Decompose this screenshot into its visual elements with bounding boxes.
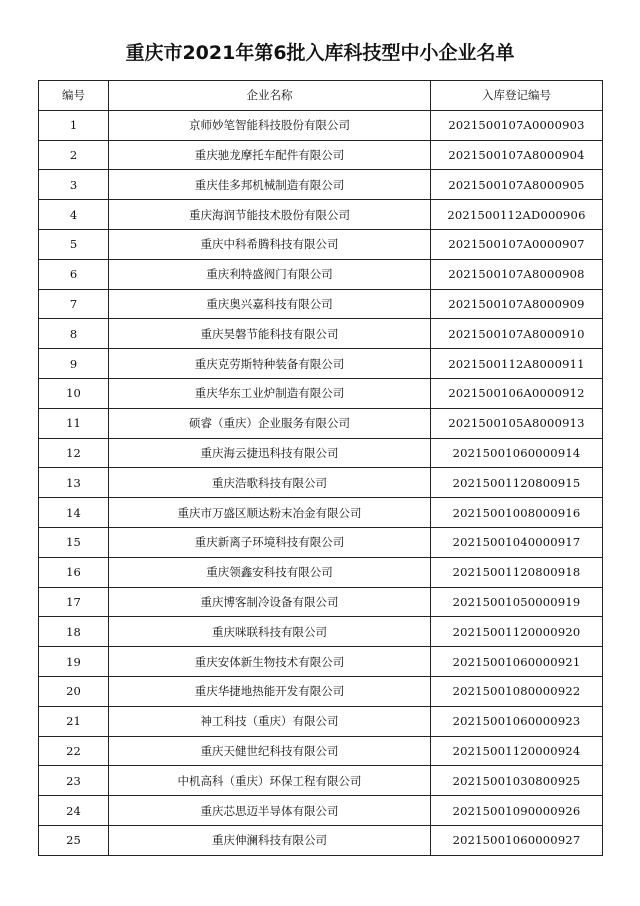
row-registration-number: 20215001120000924 bbox=[431, 736, 603, 766]
row-number: 7 bbox=[39, 289, 109, 319]
row-registration-number: 20215001060000927 bbox=[431, 825, 603, 855]
row-number: 15 bbox=[39, 527, 109, 557]
row-company-name: 重庆中科希腾科技有限公司 bbox=[109, 229, 431, 259]
table-row bbox=[39, 557, 603, 587]
row-company-name: 中机高科（重庆）环保工程有限公司 bbox=[109, 766, 431, 796]
table-row bbox=[39, 259, 603, 289]
table-row bbox=[39, 766, 603, 796]
table-row bbox=[39, 468, 603, 498]
table-row bbox=[39, 438, 603, 468]
row-number: 20 bbox=[39, 676, 109, 706]
row-number: 1 bbox=[39, 110, 109, 140]
header-company-name: 企业名称 bbox=[109, 81, 431, 111]
row-registration-number: 20215001060000921 bbox=[431, 647, 603, 677]
table-header-row bbox=[39, 81, 603, 111]
row-number: 6 bbox=[39, 259, 109, 289]
row-company-name: 重庆咪联科技有限公司 bbox=[109, 617, 431, 647]
row-company-name: 重庆领鑫安科技有限公司 bbox=[109, 557, 431, 587]
row-number: 3 bbox=[39, 170, 109, 200]
table-row bbox=[39, 170, 603, 200]
table-row bbox=[39, 796, 603, 826]
row-number: 19 bbox=[39, 647, 109, 677]
row-registration-number: 20215001008000916 bbox=[431, 498, 603, 528]
row-registration-number: 20215001060000923 bbox=[431, 706, 603, 736]
row-registration-number: 20215001060000914 bbox=[431, 438, 603, 468]
row-company-name: 重庆昊磐节能科技有限公司 bbox=[109, 319, 431, 349]
row-number: 11 bbox=[39, 408, 109, 438]
row-registration-number: 20215001040000917 bbox=[431, 527, 603, 557]
table-row bbox=[39, 647, 603, 677]
row-number: 21 bbox=[39, 706, 109, 736]
row-registration-number: 20215001120000920 bbox=[431, 617, 603, 647]
row-registration-number: 20215001080000922 bbox=[431, 676, 603, 706]
table-row bbox=[39, 587, 603, 617]
row-company-name: 重庆克劳斯特种装备有限公司 bbox=[109, 349, 431, 379]
row-registration-number: 20215001120800915 bbox=[431, 468, 603, 498]
row-registration-number: 2021500112A8000911 bbox=[431, 349, 603, 379]
table-row bbox=[39, 200, 603, 230]
row-company-name: 重庆安体新生物技术有限公司 bbox=[109, 647, 431, 677]
table-row bbox=[39, 319, 603, 349]
table-body bbox=[39, 110, 603, 855]
table-row bbox=[39, 408, 603, 438]
row-number: 23 bbox=[39, 766, 109, 796]
row-number: 13 bbox=[39, 468, 109, 498]
row-company-name: 重庆芯思迈半导体有限公司 bbox=[109, 796, 431, 826]
row-registration-number: 2021500107A8000910 bbox=[431, 319, 603, 349]
row-company-name: 重庆海云捷迅科技有限公司 bbox=[109, 438, 431, 468]
row-registration-number: 2021500107A0000907 bbox=[431, 229, 603, 259]
table-row bbox=[39, 289, 603, 319]
row-number: 4 bbox=[39, 200, 109, 230]
row-registration-number: 2021500107A8000905 bbox=[431, 170, 603, 200]
row-registration-number: 2021500112AD000906 bbox=[431, 200, 603, 230]
row-number: 10 bbox=[39, 378, 109, 408]
row-company-name: 重庆浩歌科技有限公司 bbox=[109, 468, 431, 498]
row-number: 22 bbox=[39, 736, 109, 766]
row-registration-number: 2021500107A8000909 bbox=[431, 289, 603, 319]
row-number: 12 bbox=[39, 438, 109, 468]
row-number: 2 bbox=[39, 140, 109, 170]
row-company-name: 重庆利特盛阀门有限公司 bbox=[109, 259, 431, 289]
row-number: 24 bbox=[39, 796, 109, 826]
row-company-name: 重庆奥兴嘉科技有限公司 bbox=[109, 289, 431, 319]
row-company-name: 重庆驰龙摩托车配件有限公司 bbox=[109, 140, 431, 170]
row-registration-number: 20215001090000926 bbox=[431, 796, 603, 826]
row-registration-number: 20215001030800925 bbox=[431, 766, 603, 796]
header-registration-number: 入库登记编号 bbox=[431, 81, 603, 111]
document-title: 重庆市2021年第6批入库科技型中小企业名单 bbox=[125, 42, 515, 64]
row-company-name: 重庆华捷地热能开发有限公司 bbox=[109, 676, 431, 706]
row-company-name: 神工科技（重庆）有限公司 bbox=[109, 706, 431, 736]
row-number: 9 bbox=[39, 349, 109, 379]
row-company-name: 重庆天健世纪科技有限公司 bbox=[109, 736, 431, 766]
enterprise-table bbox=[38, 80, 603, 856]
row-company-name: 重庆华东工业炉制造有限公司 bbox=[109, 378, 431, 408]
row-registration-number: 2021500107A8000904 bbox=[431, 140, 603, 170]
row-company-name: 京师妙笔智能科技股份有限公司 bbox=[109, 110, 431, 140]
table-row bbox=[39, 676, 603, 706]
row-registration-number: 2021500107A0000903 bbox=[431, 110, 603, 140]
table-row bbox=[39, 229, 603, 259]
table-row bbox=[39, 110, 603, 140]
row-number: 25 bbox=[39, 825, 109, 855]
row-number: 16 bbox=[39, 557, 109, 587]
table-row bbox=[39, 527, 603, 557]
row-number: 5 bbox=[39, 229, 109, 259]
table-row bbox=[39, 617, 603, 647]
row-number: 17 bbox=[39, 587, 109, 617]
row-company-name: 重庆市万盛区顺达粉末冶金有限公司 bbox=[109, 498, 431, 528]
row-company-name: 重庆海润节能技术股份有限公司 bbox=[109, 200, 431, 230]
table-row bbox=[39, 349, 603, 379]
row-company-name: 重庆博客制冷设备有限公司 bbox=[109, 587, 431, 617]
row-company-name: 重庆新离子环境科技有限公司 bbox=[109, 527, 431, 557]
row-number: 18 bbox=[39, 617, 109, 647]
row-company-name: 重庆伸澜科技有限公司 bbox=[109, 825, 431, 855]
row-number: 14 bbox=[39, 498, 109, 528]
row-registration-number: 2021500105A8000913 bbox=[431, 408, 603, 438]
table-row bbox=[39, 378, 603, 408]
table-row bbox=[39, 140, 603, 170]
row-registration-number: 20215001050000919 bbox=[431, 587, 603, 617]
row-company-name: 重庆佳多邦机械制造有限公司 bbox=[109, 170, 431, 200]
row-registration-number: 2021500107A8000908 bbox=[431, 259, 603, 289]
row-registration-number: 20215001120800918 bbox=[431, 557, 603, 587]
table-row bbox=[39, 498, 603, 528]
table-row bbox=[39, 706, 603, 736]
table-row bbox=[39, 825, 603, 855]
row-company-name: 硕睿（重庆）企业服务有限公司 bbox=[109, 408, 431, 438]
header-number: 编号 bbox=[39, 81, 109, 111]
row-number: 8 bbox=[39, 319, 109, 349]
row-registration-number: 2021500106A0000912 bbox=[431, 378, 603, 408]
table-row bbox=[39, 736, 603, 766]
